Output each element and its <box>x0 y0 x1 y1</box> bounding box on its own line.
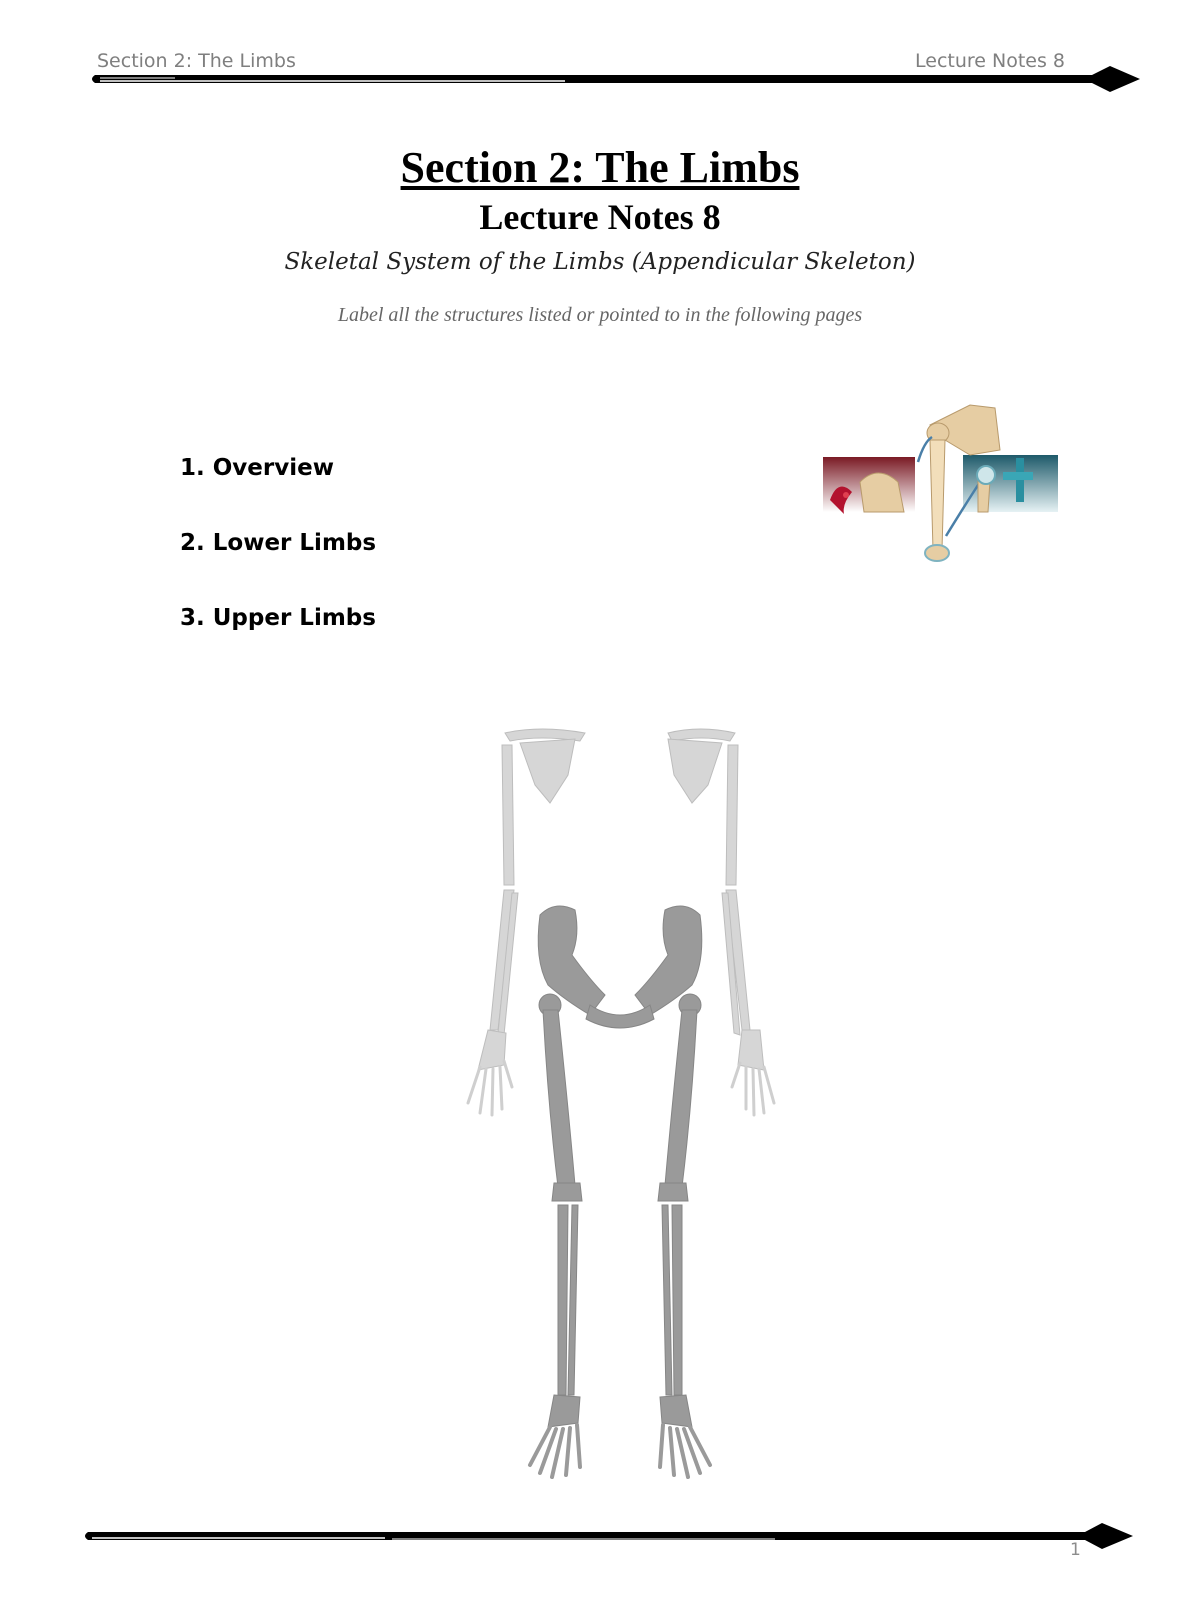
running-header-right: Lecture Notes 8 <box>915 50 1066 72</box>
appendicular-skeleton-figure <box>440 725 800 1505</box>
toc-item-upper-limbs: 3. Upper Limbs <box>180 605 376 631</box>
toc-item-overview: 1. Overview <box>180 455 334 481</box>
toc-item-lower-limbs: 2. Lower Limbs <box>180 530 377 556</box>
toes <box>530 1425 710 1477</box>
document-instruction: Label all the structures listed or pointed to in the following pages <box>337 304 863 326</box>
joint-replacement-illustration <box>820 400 1060 575</box>
header-arrow-rule <box>0 66 1200 96</box>
running-header-left: Section 2: The Limbs <box>97 50 296 72</box>
table-of-contents <box>180 452 376 677</box>
lower-limbs <box>538 906 702 1427</box>
document-subtitle: Lecture Notes 8 <box>479 197 721 237</box>
title-block <box>0 142 1200 327</box>
fingers <box>468 1061 774 1115</box>
document-title: Section 2: The Limbs <box>400 143 800 192</box>
footer-arrow-rule <box>0 1523 1200 1553</box>
document-caption: Skeletal System of the Limbs (Appendicular Skeleton) <box>284 249 916 275</box>
page-number: 1 <box>1070 1540 1081 1560</box>
